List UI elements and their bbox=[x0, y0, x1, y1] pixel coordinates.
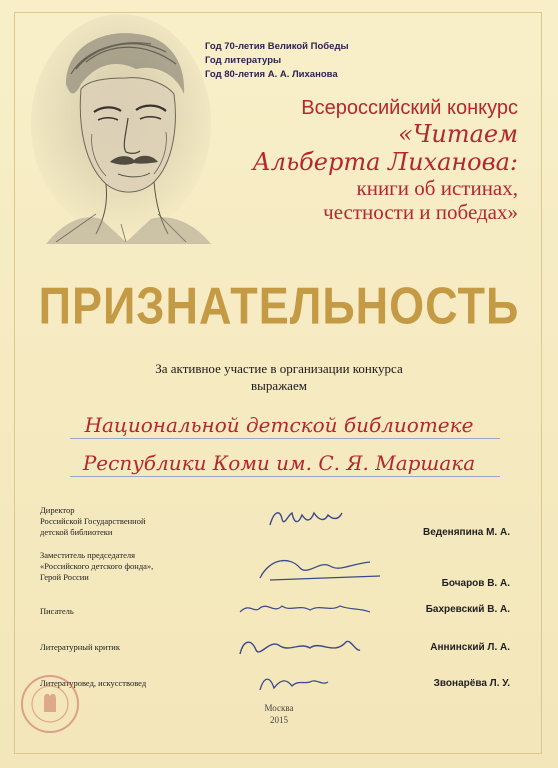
recipient-underline bbox=[70, 438, 500, 439]
signatory-row bbox=[40, 676, 510, 700]
signatory-row bbox=[40, 505, 510, 545]
footer-year: 2015 bbox=[270, 715, 288, 725]
role-line: Российской Государственной bbox=[40, 516, 146, 526]
contest-line: Всероссийский конкурс bbox=[301, 97, 518, 119]
role-line: Заместитель председателя bbox=[40, 550, 135, 560]
signatory-name: Бахревский В. А. bbox=[425, 604, 510, 615]
role-line: Литературный критик bbox=[40, 642, 120, 652]
contest-line: «Читаем bbox=[398, 120, 518, 148]
signatory-row bbox=[40, 638, 510, 662]
signatory-role bbox=[40, 642, 210, 653]
footer-place-date bbox=[0, 702, 558, 726]
recipient-underline bbox=[70, 476, 500, 477]
year-line: Год литературы bbox=[205, 55, 282, 66]
intro-line: За активное участие в организации конкурса bbox=[155, 361, 403, 376]
certificate-title: ПРИЗНАТЕЛЬНОСТЬ bbox=[38, 276, 520, 335]
footer-city: Москва bbox=[264, 703, 294, 713]
signature-image bbox=[230, 550, 390, 586]
signatory-name: Бочаров В. А. bbox=[441, 578, 510, 589]
year-line: Год 80-летия А. А. Лиханова bbox=[205, 69, 338, 80]
role-line: Герой России bbox=[40, 572, 89, 582]
role-line: Литературовед, искусствовед bbox=[40, 678, 147, 688]
signature-image bbox=[230, 592, 390, 628]
signatory-name: Аннинский Л. А. bbox=[430, 642, 510, 653]
role-line: Писатель bbox=[40, 606, 74, 616]
signatory-name: Звонарёва Л. У. bbox=[433, 678, 510, 689]
year-line: Год 70-летия Великой Победы bbox=[205, 41, 349, 52]
signatory-role bbox=[40, 505, 210, 538]
signature-image bbox=[230, 628, 390, 664]
contest-line: Альберта Лиханова: bbox=[252, 148, 518, 176]
contest-line: книги об истинах, bbox=[356, 176, 518, 200]
intro-text bbox=[0, 360, 558, 394]
signatory-row bbox=[40, 600, 510, 622]
contest-line: честности и победах» bbox=[323, 200, 518, 224]
contest-title bbox=[198, 96, 518, 224]
recipient-line: Национальной детской библиотеке bbox=[84, 413, 474, 437]
intro-line: выражаем bbox=[251, 378, 307, 393]
signatory-row bbox=[40, 550, 510, 590]
role-line: «Российского детского фонда», bbox=[40, 561, 154, 571]
signatory-name: Веденяпина М. А. bbox=[422, 527, 510, 538]
signatory-role bbox=[40, 550, 210, 583]
signature-image bbox=[230, 501, 390, 537]
recipient-line: Республики Коми им. С. Я. Маршака bbox=[82, 451, 476, 475]
signatory-role bbox=[40, 606, 210, 617]
role-line: детской библиотеки bbox=[40, 527, 113, 537]
role-line: Директор bbox=[40, 505, 75, 515]
signature-image bbox=[230, 664, 390, 700]
portrait-sketch-image bbox=[26, 14, 216, 244]
commemorative-years bbox=[205, 40, 349, 82]
